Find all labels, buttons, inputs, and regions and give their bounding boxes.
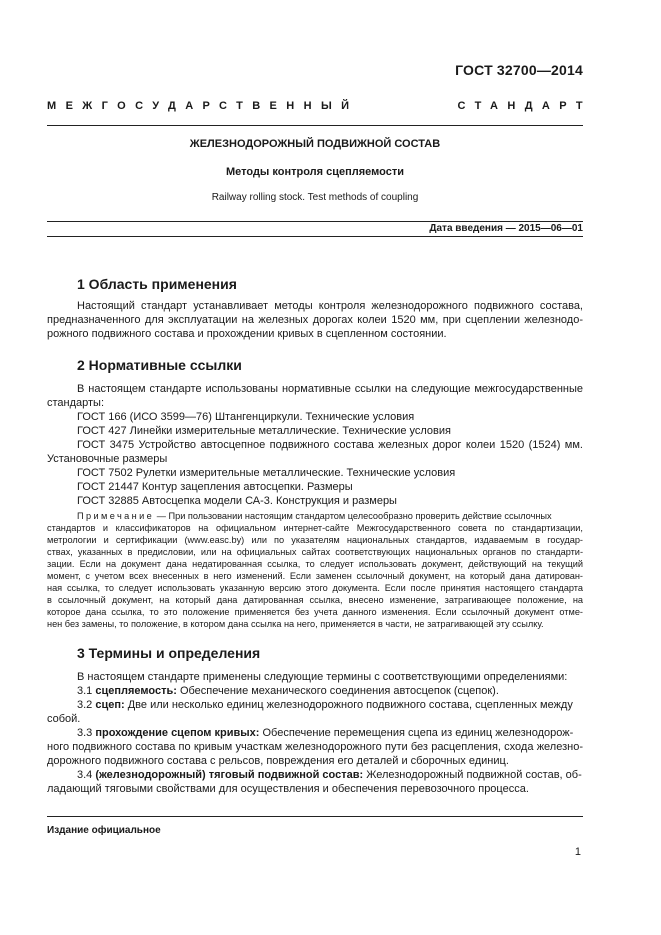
paragraph-line: Настоящий стандарт устанавливает методы контроля железнодорожного подвижного состава, [77,300,583,312]
document-subtitle: Методы контроля сцепляемости [226,166,404,178]
reference-item: Установочные размеры [47,453,168,465]
term-number: 3.2 [77,699,96,711]
section-heading: 1 Область применения [77,276,237,292]
interstate-word: МЕЖГОСУДАРСТВЕННЫЙ [47,100,359,112]
term-name: прохождение сцепом кривых: [95,727,260,739]
term-3-2 [77,699,583,712]
term-definition: Обеспечение перемещения сцепа из единиц железнодорож- [259,727,574,739]
divider [47,221,583,222]
paragraph-line: предназначенного для эксплуатации на железных дорогах колеи 1520 мм, при сцеплении железнодо- [47,314,583,326]
term-continuation: ного подвижного состава по кривым участкам железнодорожного пути без расцепления, схода железно- [47,741,583,753]
edition-label: Издание официальное [47,825,161,836]
note-line: стандартов и классификаторов на официальном интернет-сайте Межгосударственного совета по стандартизации, [47,523,583,533]
term-continuation: собой. [47,713,81,725]
term-number: 3.1 [77,685,96,697]
term-number: 3.4 [77,769,96,781]
document-title: ЖЕЛЕЗНОДОРОЖНЫЙ ПОДВИЖНОЙ СОСТАВ [189,138,441,150]
note-line: метрологии и сертификации (www.easc.by) или по указателям национальных стандартов, издаваемым в государ- [47,535,583,545]
term-name: (железнодорожный) тяговый подвижной состав: [95,769,364,781]
term-definition: Железнодорожный подвижной состав, об- [363,769,582,781]
note-line: нен без замены, то положение, в котором дана ссылка на него, применяется в части, не затрагивающей эту ссылку. [47,619,544,629]
section-heading: 3 Термины и определения [77,645,261,661]
introduction-date: Дата введения — 2015—06—01 [429,223,583,234]
note-line: ная ссылка, то следует использовать указанную версию этого документа. Если после принятия настоящего стандарта [47,583,583,593]
note-text: — При пользовании настоящим стандартом целесообразно проверить действие ссылочных [154,511,552,521]
note-line: в ссылочный документ, на который дана датированная ссылка, внесено изменение, затрагивающее положение, на [47,595,583,605]
paragraph-line: рожного подвижного состава и прохождении кривых в сцепленном состоянии. [47,328,447,340]
term-3-4 [77,769,583,782]
english-title: Railway rolling stock. Test methods of coupling [211,192,419,203]
gost-number: ГОСТ 32700—2014 [455,62,583,78]
note-line: которое дана ссылка, то это положение применяется без учета данного изменения. Если ссылочный документ отме- [47,607,583,617]
divider [47,125,583,126]
note-first-line [77,511,583,522]
reference-item: ГОСТ 21447 Контур зацепления автосцепки. Размеры [77,481,353,493]
interstate-standard-banner [47,100,592,114]
reference-item: ГОСТ 3475 Устройство автосцепное подвижного состава железных дорог колеи 1520 (1524) мм. [77,439,583,451]
note-line: момент, с учетом всех внесенных в него изменений. Если заменен ссылочный документ, на который дана датирован- [47,571,583,581]
term-name: сцеп: [95,699,125,711]
standard-word: СТАНДАРТ [457,100,592,112]
note-line: зации. Если на документ дана недатированная ссылка, то следует использовать документ, действующий на текущий [47,559,583,569]
paragraph-line: В настоящем стандарте применены следующие термины с соответствующими определениями: [77,671,568,683]
paragraph-line: В настоящем стандарте использованы нормативные ссылки на следующие межгосударственные [77,383,583,395]
term-3-1 [77,685,499,698]
reference-item: ГОСТ 7502 Рулетки измерительные металлические. Технические условия [77,467,456,479]
reference-item: ГОСТ 166 (ИСО 3599—76) Штангенциркули. Технические условия [77,411,415,423]
section-heading: 2 Нормативные ссылки [77,357,242,373]
term-3-3 [77,727,583,740]
term-definition: Две или несколько единиц железнодорожного подвижного состава, сцепленных между [124,699,573,711]
note-label: Примечание [77,511,155,521]
divider [47,236,583,237]
reference-item: ГОСТ 32885 Автосцепка модели СА-3. Конструкция и размеры [77,495,397,507]
divider [47,816,583,817]
paragraph-line: стандарты: [47,397,105,409]
term-number: 3.3 [77,727,96,739]
term-continuation: ладающий тяговыми свойствами для осуществления и обеспечения перевозочного процесса. [47,783,529,795]
note-line: ствах, указанных в предисловии, или на официальных сайтах соответствующих национальных органов по стандарти- [47,547,583,557]
reference-item: ГОСТ 427 Линейки измерительные металлические. Технические условия [77,425,451,437]
term-continuation: дорожного подвижного состава с рельсов, повреждения его деталей и сборочных единиц. [47,755,509,767]
page-number: 1 [574,846,581,858]
term-definition: Обеспечение механического соединения автосцепок (сцепок). [176,685,499,697]
term-name: сцепляемость: [95,685,177,697]
